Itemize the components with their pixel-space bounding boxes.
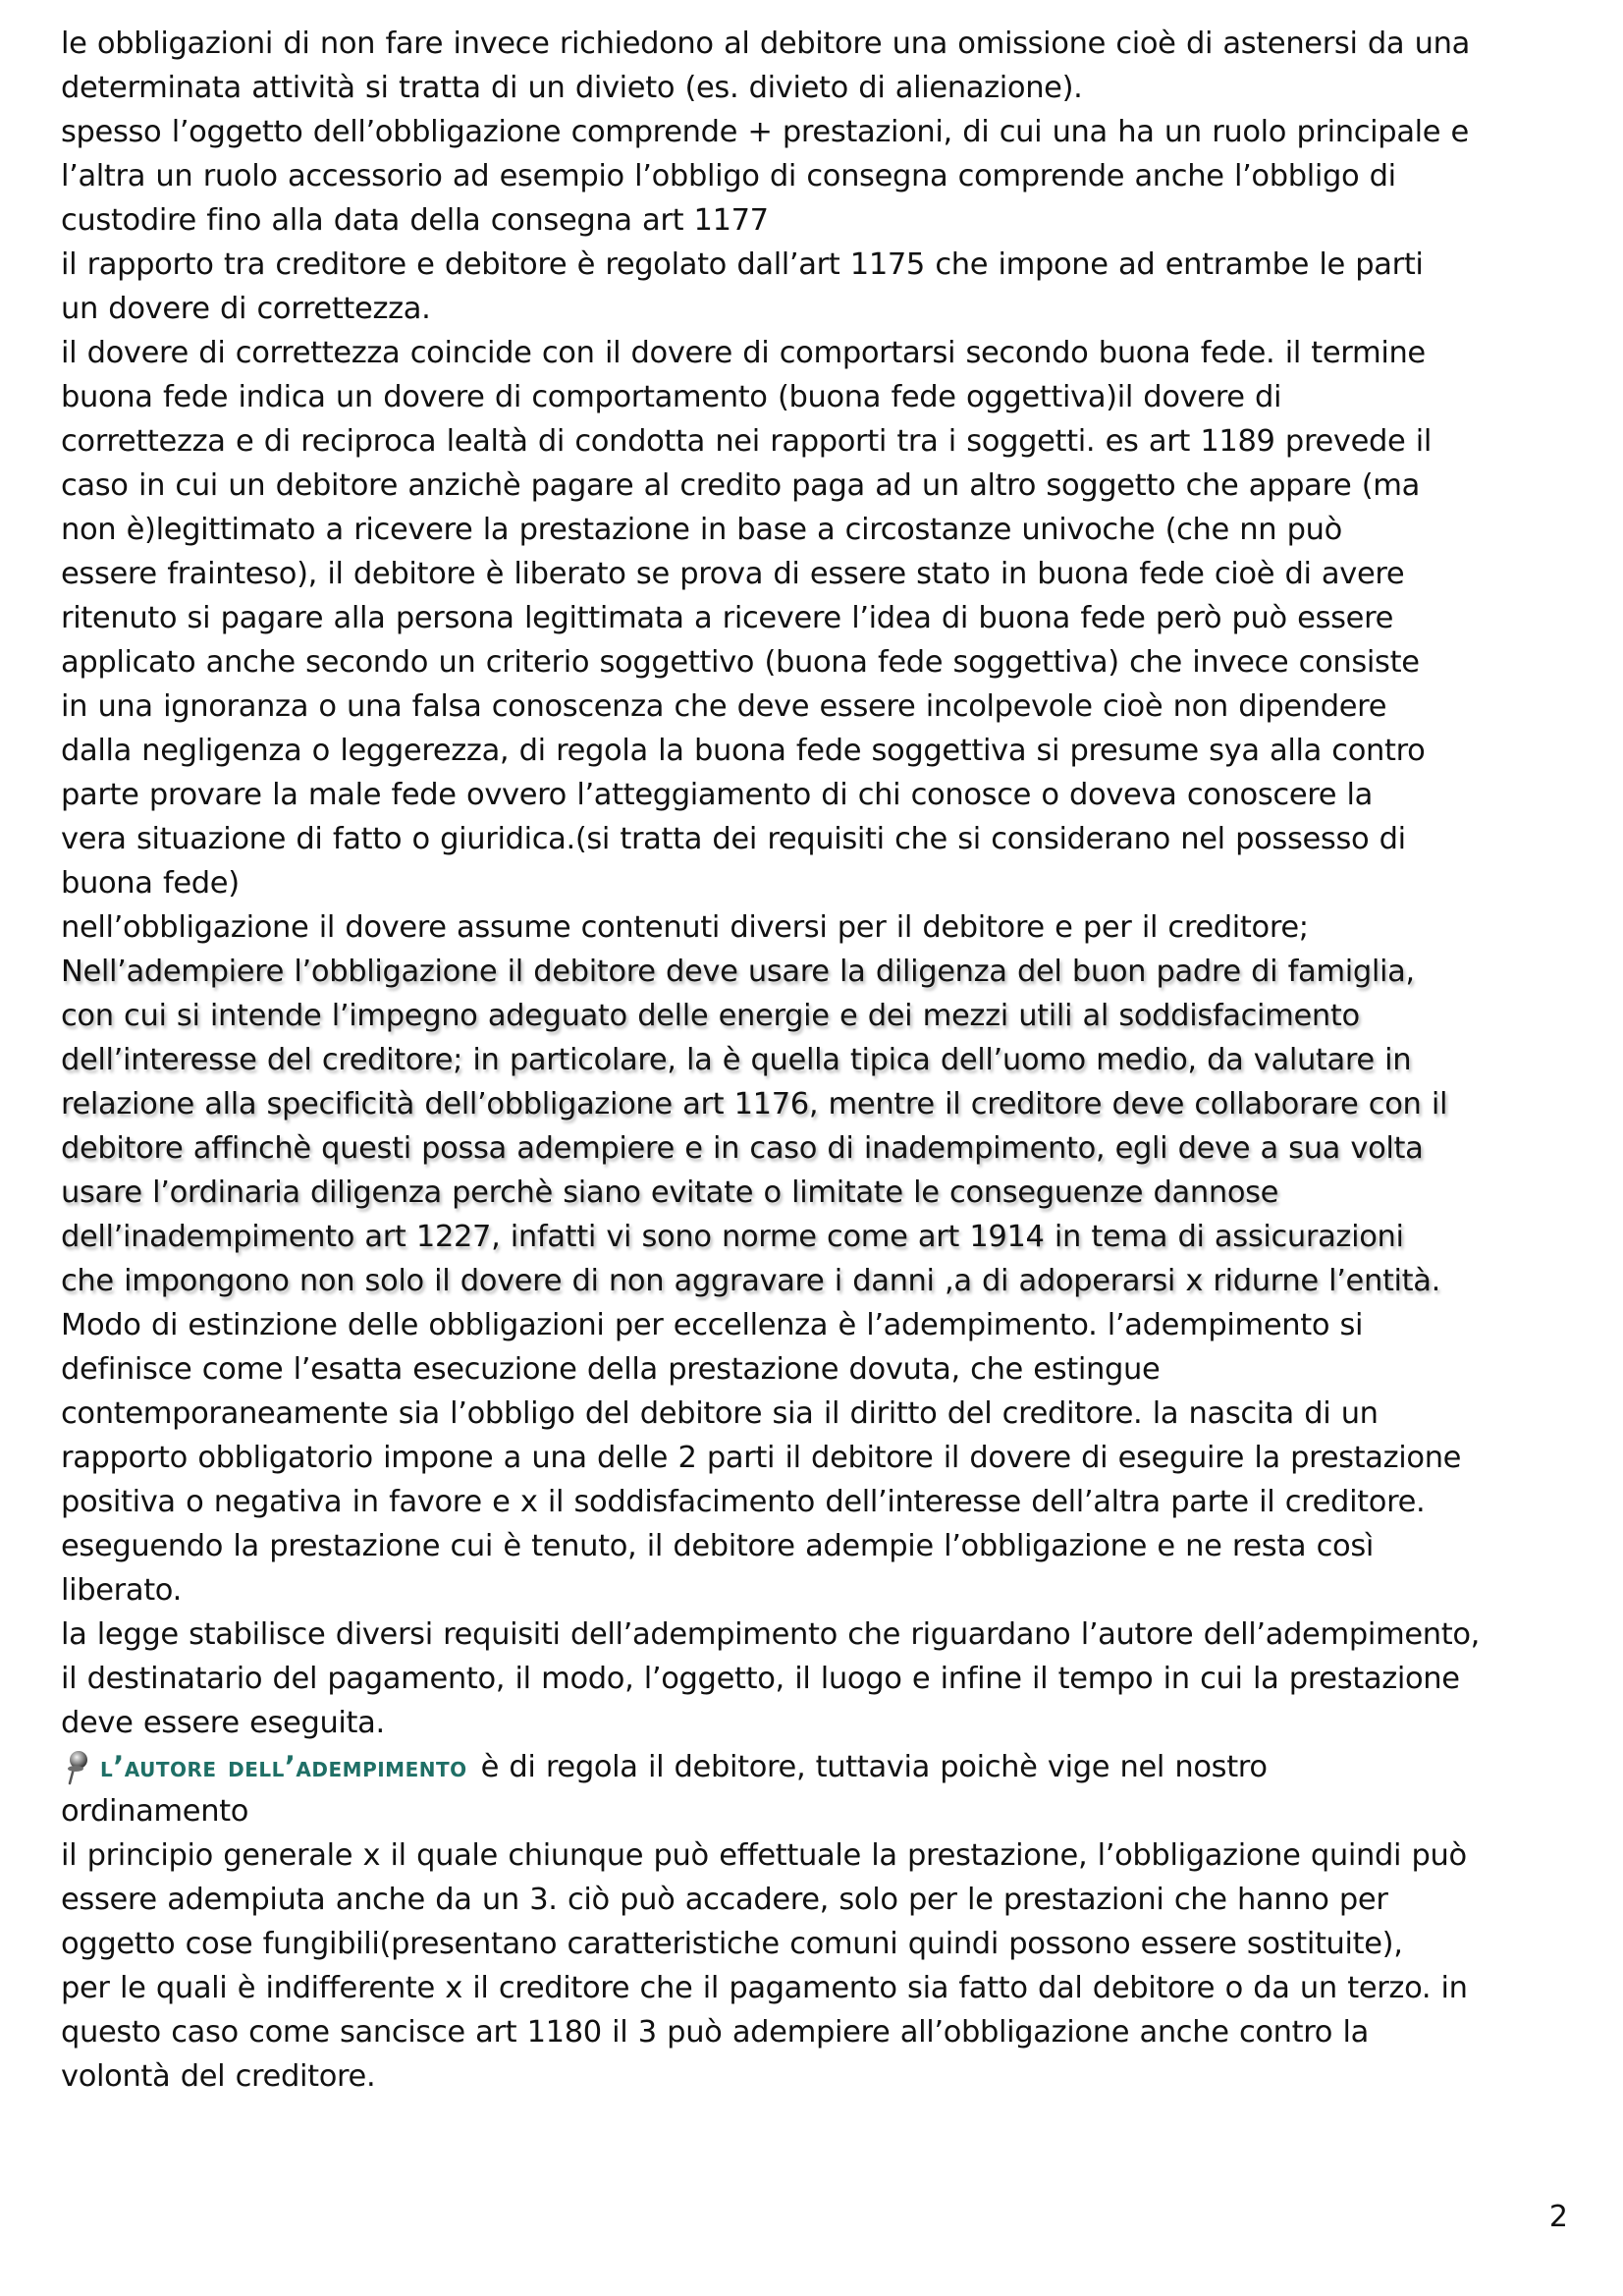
text-line: relazione alla specificità dell’obbligazione art 1176, mentre il creditore deve collaborare con il	[61, 1087, 1448, 1121]
text-line: essere adempiuta anche da un 3. ciò può accadere, solo per le prestazioni che hanno per	[61, 1883, 1388, 1917]
text-line: con cui si intende l’impegno adeguato delle energie e dei mezzi utili al soddisfacimento	[61, 999, 1360, 1033]
text-line: per le quali è indifferente x il creditore che il pagamento sia fatto dal debitore o da un terzo. in	[61, 1971, 1468, 2005]
text-line: parte provare la male fede ovvero l’atteggiamento di chi conosce o doveva conoscere la	[61, 778, 1373, 812]
text-line: dell’inadempimento art 1227, infatti vi sono norme come art 1914 in tema di assicurazioni	[61, 1220, 1404, 1254]
text-line: correttezza e di reciproca lealtà di condotta nei rapporti tra i soggetti. es art 1189 prevede il	[61, 424, 1433, 459]
pushpin-icon	[61, 1749, 94, 1786]
text-line: oggetto cose fungibili(presentano caratteristiche comuni quindi possono essere sostituite),	[61, 1927, 1403, 1961]
section-heading-rest: è di regola il debitore, tuttavia poichè vige nel nostro	[480, 1750, 1268, 1784]
text-line: non è)legittimato a ricevere la prestazione in base a circostanze univoche (che nn può	[61, 513, 1342, 547]
text-line: deve essere eseguita.	[61, 1706, 385, 1740]
text-line: l’altra un ruolo accessorio ad esempio l’obbligo di consegna comprende anche l’obbligo di	[61, 159, 1396, 193]
text-line: le obbligazioni di non fare invece richiedono al debitore una omissione cioè di astenersi da una	[61, 27, 1470, 61]
text-line: buona fede indica un dovere di comportamento (buona fede oggettiva)il dovere di	[61, 380, 1282, 414]
text-line: positiva o negativa in favore e x il soddisfacimento dell’interesse dell’altra parte il creditore.	[61, 1485, 1426, 1519]
page-number: 2	[1548, 2200, 1568, 2234]
text-line: spesso l’oggetto dell’obbligazione comprende + prestazioni, di cui una ha un ruolo principale e	[61, 115, 1469, 149]
paragraph-block-shadow	[61, 950, 1583, 1303]
section-heading-title: l’autore dell’adempimento	[100, 1750, 467, 1783]
text-line: volontà del creditore.	[61, 2059, 376, 2094]
text-line: in una ignoranza o una falsa conoscenza che deve essere incolpevole cioè non dipendere	[61, 689, 1387, 724]
text-line: ritenuto si pagare alla persona legittimata a ricevere l’idea di buona fede però può essere	[61, 601, 1394, 635]
text-line: nell’obbligazione il dovere assume contenuti diversi per il debitore e per il creditore;	[61, 910, 1309, 945]
text-line: il dovere di correttezza coincide con il dovere di comportarsi secondo buona fede. il termine	[61, 336, 1426, 370]
text-line: dell’interesse del creditore; in particolare, la è quella tipica dell’uomo medio, da valutare in	[61, 1043, 1412, 1077]
text-line: un dovere di correttezza.	[61, 292, 431, 326]
text-line: contemporaneamente sia l’obbligo del debitore sia il diritto del creditore. la nascita di un	[61, 1396, 1379, 1431]
text-line: Modo di estinzione delle obbligazioni per eccellenza è l’adempimento. l’adempimento si	[61, 1308, 1364, 1342]
section-heading-line	[61, 1745, 1583, 1789]
text-line: custodire fino alla data della consegna art 1177	[61, 203, 769, 238]
text-line: la legge stabilisce diversi requisiti dell’adempimento che riguardano l’autore dell’adempimento,	[61, 1617, 1480, 1652]
text-line: debitore affinchè questi possa adempiere e in caso di inadempimento, egli deve a sua volta	[61, 1131, 1424, 1166]
text-line: vera situazione di fatto o giuridica.(si tratta dei requisiti che si considerano nel possesso di	[61, 822, 1406, 856]
text-line: essere frainteso), il debitore è liberato se prova di essere stato in buona fede cioè di avere	[61, 557, 1405, 591]
text-line: il principio generale x il quale chiunque può effettuale la prestazione, l’obbligazione quindi può	[61, 1838, 1467, 1873]
text-line: liberato.	[61, 1573, 182, 1608]
text-line: applicato anche secondo un criterio soggettivo (buona fede soggettiva) che invece consiste	[61, 645, 1420, 680]
text-line: il rapporto tra creditore e debitore è regolato dall’art 1175 che impone ad entrambe le parti	[61, 247, 1424, 282]
text-line: buona fede)	[61, 866, 240, 901]
text-line: caso in cui un debitore anzichè pagare al credito paga ad un altro soggetto che appare (ma	[61, 468, 1420, 503]
paragraph-block-2	[61, 1303, 1583, 1745]
paragraph-block-1	[61, 22, 1583, 950]
text-line: dalla negligenza o leggerezza, di regola la buona fede soggettiva si presume sya alla contro	[61, 734, 1426, 768]
text-line: questo caso come sancisce art 1180 il 3 può adempiere all’obbligazione anche contro la	[61, 2015, 1369, 2050]
text-line: che impongono non solo il dovere di non aggravare i danni ,a di adoperarsi x ridurne l’entità.	[61, 1264, 1440, 1298]
text-line: ordinamento	[61, 1794, 249, 1829]
document-page	[61, 22, 1583, 2099]
text-line: eseguendo la prestazione cui è tenuto, il debitore adempie l’obbligazione e ne resta così	[61, 1529, 1374, 1563]
text-line: Nell’adempiere l’obbligazione il debitore deve usare la diligenza del buon padre di famiglia,	[61, 955, 1415, 989]
text-line: definisce come l’esatta esecuzione della prestazione dovuta, che estingue	[61, 1352, 1161, 1387]
text-line: il destinatario del pagamento, il modo, l’oggetto, il luogo e infine il tempo in cui la prestazione	[61, 1662, 1460, 1696]
text-line: usare l’ordinaria diligenza perchè siano evitate o limitate le conseguenze dannose	[61, 1175, 1279, 1210]
text-line: rapporto obbligatorio impone a una delle 2 parti il debitore il dovere di eseguire la prestazione	[61, 1441, 1462, 1475]
paragraph-block-3	[61, 1789, 1583, 2099]
text-line: determinata attività si tratta di un divieto (es. divieto di alienazione).	[61, 71, 1083, 105]
